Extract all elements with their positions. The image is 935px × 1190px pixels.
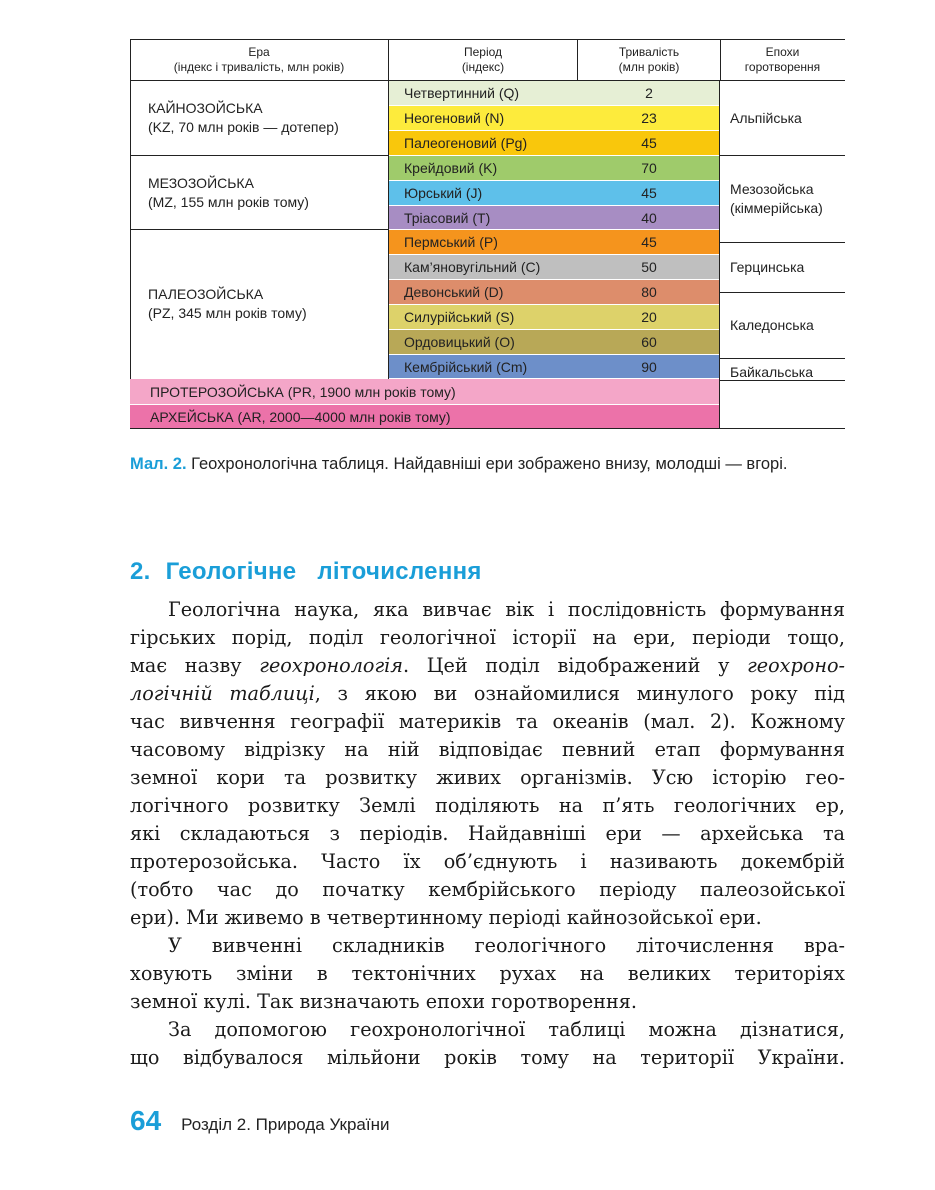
header-epochs	[720, 39, 845, 80]
epoch-label-sub: (кіммерійська)	[730, 200, 823, 216]
period-name: Юрський (J)	[404, 185, 483, 201]
text-run: має назву	[130, 654, 260, 677]
text-line	[130, 680, 845, 708]
epoch-mesozoic	[720, 156, 845, 242]
epoch-label: Герцинська	[730, 259, 805, 275]
text-line: що відбувалося мільйони років тому на території України.	[130, 1046, 845, 1069]
era-cenozoic	[130, 81, 388, 155]
period-cell	[388, 206, 578, 230]
era-detail: (PZ, 345 млн років тому)	[148, 305, 307, 321]
era-name: КАЙНОЗОЙСЬКА	[148, 100, 263, 116]
header-epochs-sub: горотворення	[744, 59, 821, 74]
era-detail: (MZ, 155 млн років тому)	[148, 193, 309, 210]
epoch-divider	[720, 155, 845, 156]
text-line: За допомогою геохронологічної таблиці можна дізнатися,	[168, 1018, 845, 1041]
text-line: логічного розвитку Землі поділяють на п’ять геологічних ер,	[130, 794, 845, 817]
era-name: ПАЛЕОЗОЙСЬКА	[148, 286, 264, 302]
table-top-rule	[130, 39, 845, 40]
duration-cell: 80	[578, 280, 720, 305]
epoch-divider	[720, 242, 845, 243]
caption-text: Геохронологічна таблиця. Найдавніші ери зображено внизу, молодші — вгорі.	[191, 455, 788, 473]
duration-cell: 2	[578, 81, 720, 106]
text-run: . Цей поділ відображений у	[403, 654, 748, 677]
era-name: МЕЗОЗОЙСЬКА	[148, 174, 254, 191]
period-cell	[388, 255, 578, 280]
term-table-part: геохроно-	[747, 654, 846, 677]
text-line: гірських порід, поділ геологічної історії на ери, періоди тощо,	[130, 626, 845, 649]
col-divider	[720, 39, 721, 80]
text-line: ери). Ми живемо в четвертинному періоді кайнозойської ери.	[130, 906, 762, 929]
caption-label: Мал. 2.	[130, 455, 187, 473]
text-line: які складаються з періодів. Найдавніші ери — архейська та	[130, 822, 845, 845]
era-divider	[130, 155, 388, 156]
header-period-sub: (індекс)	[461, 59, 505, 74]
page-footer	[130, 1105, 389, 1145]
figure-caption	[130, 452, 845, 476]
period-name: Ордовицький (O)	[404, 334, 515, 350]
era-archean: АРХЕЙСЬКА (AR, 2000—4000 млн років тому)	[130, 405, 720, 429]
period-cell	[388, 131, 578, 156]
col-divider	[388, 39, 389, 379]
era-paleozoic	[130, 230, 388, 378]
page-number: 64	[130, 1105, 162, 1136]
text-line: часовому відрізку на ній відповідає певний етап формування	[130, 738, 845, 761]
period-cell	[388, 106, 578, 131]
header-era	[130, 39, 388, 80]
text-line: У вивченні складників геологічного літочислення вра-	[168, 934, 845, 957]
col-divider	[577, 39, 578, 80]
duration-cell: 20	[578, 305, 720, 330]
section-title-word: літочислення	[317, 558, 482, 585]
period-cell	[388, 305, 578, 330]
duration-cell: 60	[578, 330, 720, 355]
period-cell	[388, 330, 578, 355]
period-cell	[388, 280, 578, 305]
epoch-label: Альпійська	[730, 110, 802, 126]
text-line: земної кори та розвитку живих організмів. Усю історію гео-	[130, 766, 845, 789]
text-line: час вивчення географії материків та океанів (мал. 2). Кожному	[130, 710, 845, 733]
epoch-caledonian	[720, 293, 845, 358]
duration-cell: 50	[578, 255, 720, 280]
table-bottom-rule	[130, 428, 845, 429]
header-duration-sub: (млн років)	[618, 59, 680, 74]
epoch-divider	[720, 292, 845, 293]
period-name: Силурійський (S)	[404, 309, 515, 325]
header-era-sub: (індекс і тривалість, млн років)	[173, 59, 345, 74]
section-heading	[130, 558, 482, 586]
duration-cell: 70	[578, 156, 720, 181]
text-line: протерозойська. Часто їх об’єднують і називають докембрій	[130, 850, 845, 873]
period-name: Четвертинний (Q)	[404, 85, 520, 101]
epoch-baikal	[720, 359, 845, 381]
header-duration-title: Тривалість	[618, 44, 680, 59]
term-table-part: логічній таблиці	[130, 682, 315, 705]
table-left-rule	[130, 39, 131, 379]
duration-cell: 45	[578, 181, 720, 206]
text-line: (тобто час до початку кембрійського періоду палеозойської	[130, 878, 845, 901]
text-line	[130, 652, 845, 680]
geochronological-table	[130, 39, 845, 429]
period-name: Кембрійський (Cm)	[404, 358, 528, 375]
epoch-divider	[720, 380, 845, 381]
period-name: Неогеновий (N)	[404, 110, 505, 126]
era-proterozoic: ПРОТЕРОЗОЙСЬКА (PR, 1900 млн років тому)	[130, 379, 720, 405]
period-name: Девонський (D)	[404, 284, 504, 300]
era-divider	[130, 229, 388, 230]
text-line: земної кулі. Так визначають епохи горотворення.	[130, 990, 637, 1013]
epoch-alpine	[720, 81, 845, 156]
header-rule	[130, 80, 845, 81]
text-line: Геологічна наука, яка вивчає вік і послідовність формування	[168, 598, 845, 621]
section-title-word: Геологічне	[165, 558, 297, 585]
term-geochronology: геохронологія	[259, 654, 404, 677]
epoch-label: Байкальська	[730, 363, 813, 380]
period-name: Пермський (P)	[404, 234, 498, 250]
col-divider	[719, 80, 720, 428]
era-detail: (KZ, 70 млн років — дотепер)	[148, 119, 339, 135]
text-run: , з якою ви ознайомилися минулого року під	[314, 682, 845, 705]
duration-cell: 23	[578, 106, 720, 131]
chapter-title: Розділ 2. Природа України	[181, 1115, 390, 1134]
header-epochs-title: Епохи	[765, 44, 800, 59]
period-cell	[388, 81, 578, 106]
text-line: ховують зміни в тектонічних рухах на великих територіях	[130, 962, 845, 985]
epoch-label: Каледонська	[730, 317, 814, 333]
epoch-label: Мезозойська	[730, 181, 814, 197]
period-name: Палеогеновий (Pg)	[404, 135, 528, 151]
period-cell	[388, 355, 578, 379]
header-duration	[578, 39, 720, 80]
duration-cell: 40	[578, 206, 720, 230]
period-cell	[388, 181, 578, 206]
header-period-title: Період	[463, 44, 503, 59]
section-number: 2.	[130, 558, 151, 585]
epoch-hercynian	[720, 243, 845, 292]
duration-cell: 90	[578, 355, 720, 379]
period-cell	[388, 156, 578, 181]
duration-cell: 45	[578, 131, 720, 156]
duration-cell: 45	[578, 230, 720, 255]
epoch-divider	[720, 358, 845, 359]
period-name: Кам’яновугільний (C)	[404, 259, 541, 275]
period-name: Тріасовий (T)	[404, 209, 491, 226]
body-text	[130, 596, 845, 1072]
period-name: Крейдовий (K)	[404, 160, 498, 176]
header-period	[388, 39, 578, 80]
era-mesozoic	[130, 156, 388, 229]
header-era-title: Ера	[248, 44, 270, 59]
period-cell	[388, 230, 578, 255]
